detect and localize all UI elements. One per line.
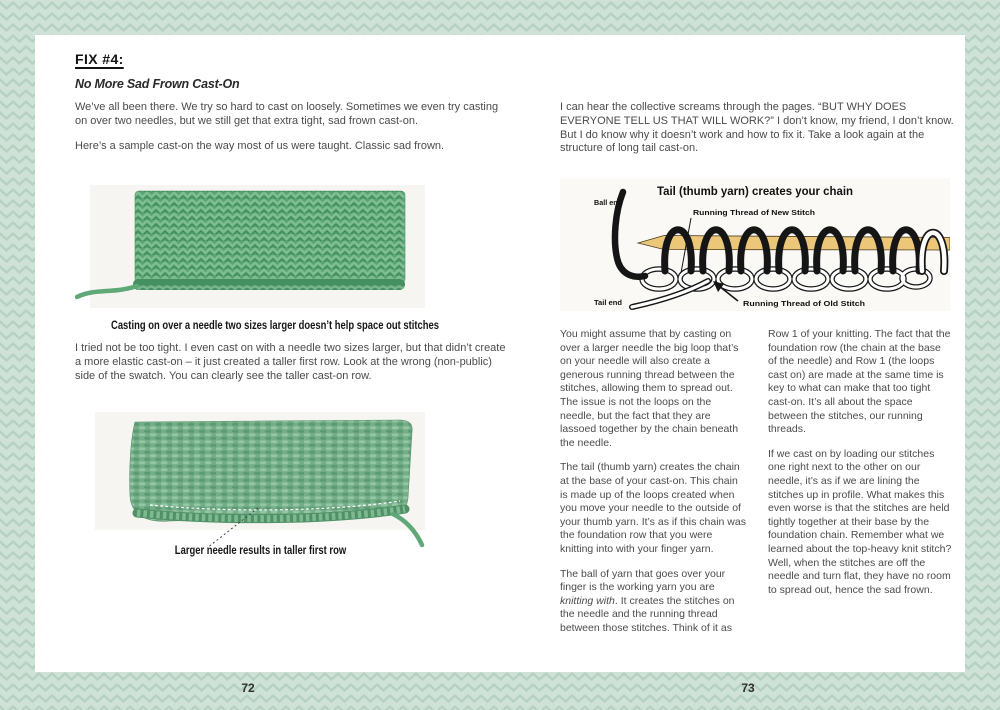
right-column-1 bbox=[560, 328, 746, 635]
page-number-left: 72 bbox=[241, 681, 255, 695]
fix-heading: FIX #4: bbox=[75, 51, 124, 67]
cast-on-diagram bbox=[560, 178, 950, 311]
photo1-caption: Casting on over a needle two sizes larger doesn’t help space out stitches bbox=[111, 320, 440, 332]
photo2-caption: Larger needle results in taller first row bbox=[174, 545, 346, 557]
left-intro-paragraph-2: Here’s a sample cast-on the way most of us were taught. Classic sad frown. bbox=[75, 140, 445, 152]
swatch-photo-back bbox=[95, 412, 425, 554]
col2-paragraph-2: If we cast on by loading our stitches one right next to the other on our needle, it’s as if we are lining the stitches up in profile. What makes this even worse is that the stitches are held tightly together at their base by the foundation chain. Remember what we learned about the top-heavy knit stitch? Well, when the stitches are off the needle and turn flat, they have no room to spread out, hence the sad frown. bbox=[768, 447, 952, 596]
col1-paragraph-2: The tail (thumb yarn) creates the chain at the base of your cast-on. This chain is made up of the loops created when you move your needle to the outside of your thumb yarn. It’s as if this chain was the foundation row that you were knitting into with your finger yarn. bbox=[560, 461, 746, 555]
label-running-thread-old: Running Thread of Old Stitch bbox=[743, 299, 866, 308]
left-intro-paragraph-1: We’ve all been there. We try so hard to cast on loosely. Sometimes we even try casting on over two needles, but we still get that extra tight, sad frown cast-on. bbox=[75, 101, 499, 127]
right-intro-paragraph: I can hear the collective screams through the pages. “BUT WHY DOES EVERYONE TELL US THAT WILL WORK?” I don’t know, my friend, I don’t know. But I do know why it doesn’t work and how to fix it. Take a look again at the structure of long tail cast-on. bbox=[560, 101, 954, 155]
col2-paragraph-1: Row 1 of your knitting. The fact that the foundation row (the chain at the base of the needle) and Row 1 (the loops cast on) are made at the same time is key to what can make that too tight cast-on. It’s all about the space between the stitches, our running threads. bbox=[768, 328, 951, 436]
right-column-2 bbox=[768, 328, 952, 597]
label-ball-end: Ball end bbox=[594, 198, 623, 207]
diagram-title: Tail (thumb yarn) creates your chain bbox=[657, 184, 853, 198]
label-tail-end: Tail end bbox=[594, 298, 623, 307]
page-spread bbox=[35, 35, 965, 672]
left-body-paragraph: I tried not be too tight. I even cast on with a needle two sizes larger, but that didn’t create a more elastic cast-on – it just created a taller first row. Look at the wrong (non-public) side of the swatch. You can clearly see the taller cast-on row. bbox=[75, 342, 506, 382]
swatch-photo-front bbox=[75, 185, 425, 308]
col1-paragraph-3: The ball of yarn that goes over your finger is the working yarn you are knitting with. It creates the stitches on the needle and the running thread between those stitches. Think of it as bbox=[560, 567, 735, 634]
col1-paragraph-1: You might assume that by casting on over a larger needle the big loop that’s on your needle will also create a generous running thread between the stitches, allowing them to spread out. The issue is not the loops on the needle, but the fact that they are lassoed together by the chain beneath the needle. bbox=[560, 328, 739, 449]
page-number-right: 73 bbox=[741, 681, 755, 695]
label-running-thread-new: Running Thread of New Stitch bbox=[693, 208, 816, 217]
fix-subtitle: No More Sad Frown Cast-On bbox=[75, 77, 240, 91]
